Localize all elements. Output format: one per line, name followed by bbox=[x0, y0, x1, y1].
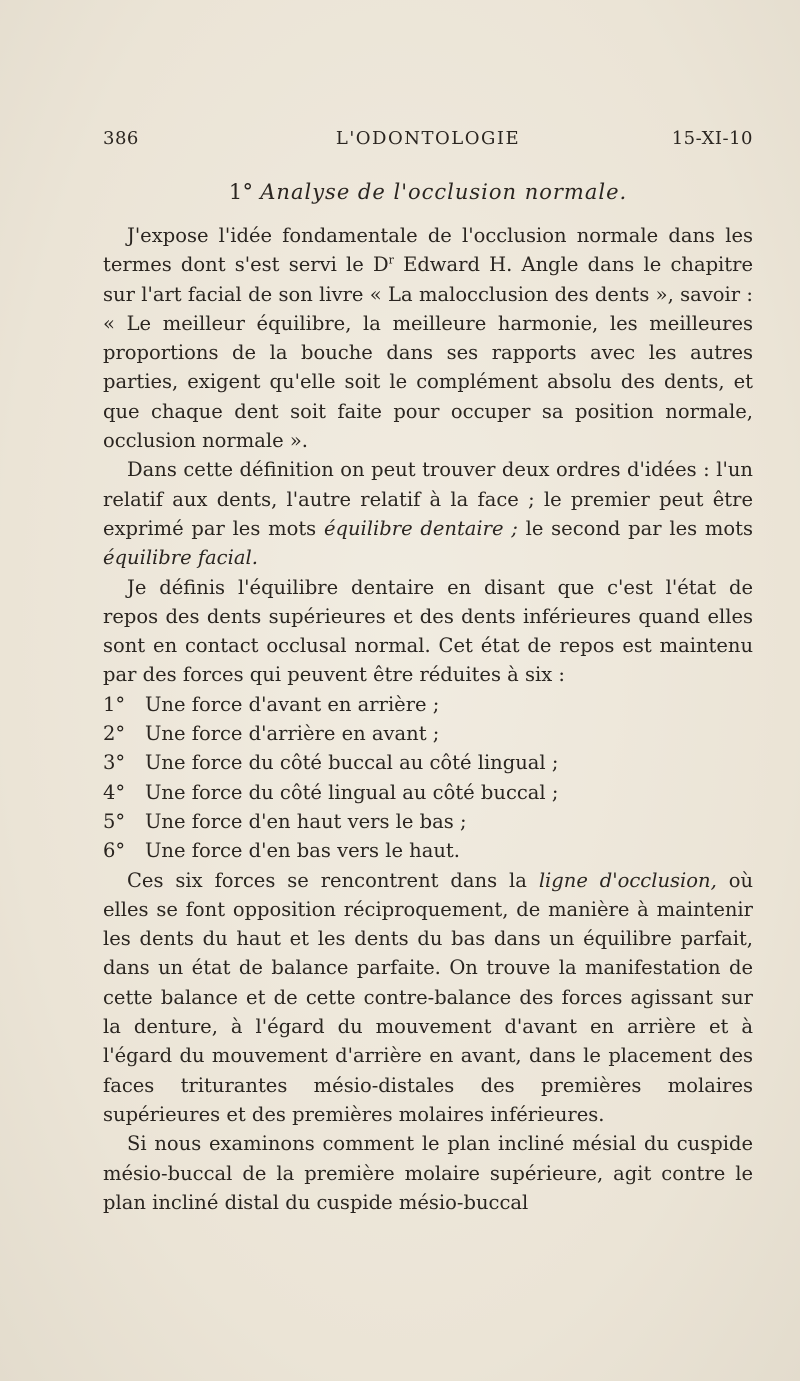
list-number: 3° bbox=[103, 751, 126, 775]
superscript: r bbox=[388, 253, 394, 267]
list-number: 1° bbox=[103, 692, 126, 716]
list-text: Une force du côté buccal au côté lingual ; bbox=[145, 751, 559, 775]
paragraph-1 bbox=[103, 221, 753, 455]
list-number: 6° bbox=[103, 839, 126, 863]
page-number: 386 bbox=[103, 128, 139, 149]
body-text bbox=[103, 221, 753, 1217]
list-number: 4° bbox=[103, 780, 126, 804]
paragraph-2-text-b: le second par les mots bbox=[517, 516, 753, 540]
force-list-item bbox=[103, 748, 753, 777]
term-equilibre-facial: équilibre facial. bbox=[103, 546, 258, 570]
journal-title: L'ODONTOLOGIE bbox=[335, 128, 521, 149]
term-ligne-occlusion: ligne d'occlusion, bbox=[538, 868, 717, 892]
force-list-item bbox=[103, 807, 753, 836]
paragraph-4 bbox=[103, 866, 753, 1130]
force-list-item bbox=[103, 778, 753, 807]
list-number: 2° bbox=[103, 722, 126, 746]
paragraph-1-text-a: J'expose l'idée fondamentale de l'occlusion normale dans les termes dont s'est servi le D bbox=[103, 224, 753, 277]
list-text: Une force d'en haut vers le bas ; bbox=[145, 809, 467, 833]
paragraph-1-text-b: Edward H. Angle dans le chapitre sur l'art facial de son livre « La malocclusion des dents », savoir : « Le meilleur équilibre, la meilleure harmonie, les meilleures proportions de la bouche dans ses rapports avec les autres parties, exigent qu'elle soit le complément absolu des dents, et que chaque dent soit faite pour occuper sa position normale, occlusion normale ». bbox=[103, 253, 753, 453]
paragraph-2 bbox=[103, 455, 753, 572]
force-list-item bbox=[103, 719, 753, 748]
list-text: Une force d'en bas vers le haut. bbox=[145, 839, 460, 863]
list-text: Une force du côté lingual au côté buccal ; bbox=[145, 780, 559, 804]
force-list-item bbox=[103, 690, 753, 719]
paragraph-2-text-a: Dans cette définition on peut trouver deux ordres d'idées : l'un relatif aux dents, l'autre relatif à la face ; le premier peut être exprimé par les mots bbox=[103, 458, 753, 540]
paragraph-3: Je définis l'équilibre dentaire en disant que c'est l'état de repos des dents supérieures et des dents inférieures quand elles sont en contact occlusal normal. Cet état de repos est maintenu par des forces qui peuvent être réduites à six : bbox=[103, 575, 753, 687]
list-text: Une force d'arrière en avant ; bbox=[145, 722, 440, 746]
issue-date: 15-XI-10 bbox=[671, 128, 753, 149]
list-text: Une force d'avant en arrière ; bbox=[145, 692, 440, 716]
list-number: 5° bbox=[103, 809, 126, 833]
paragraph-4-text-a: Ces six forces se rencontrent dans la bbox=[127, 868, 539, 892]
section-title: Analyse de l'occlusion normale. bbox=[260, 180, 628, 204]
term-equilibre-dentaire: équilibre dentaire ; bbox=[323, 516, 518, 540]
paragraph-5: Si nous examinons comment le plan incliné mésial du cuspide mésio-buccal de la première molaire supérieure, agit contre le plan incliné distal du cuspide mésio-buccal bbox=[103, 1132, 753, 1214]
section-heading bbox=[103, 180, 753, 204]
running-header bbox=[103, 128, 753, 154]
paragraph-4-text-b: où elles se font opposition réciproquement, de manière à maintenir les dents du haut et les dents du bas dans un équilibre parfait, dans un état de balance parfaite. On trouve la manifestation de cette balance et de cette contre-balance des forces agissant sur la denture, à l'égard du mouvement d'avant en arrière et à l'égard du mouvement d'arrière en avant, dans le placement des faces triturantes mésio-distales des premières molaires supérieures et des premières molaires inférieures. bbox=[103, 868, 753, 1126]
force-list-item bbox=[103, 836, 753, 865]
section-number: 1° bbox=[228, 180, 254, 204]
